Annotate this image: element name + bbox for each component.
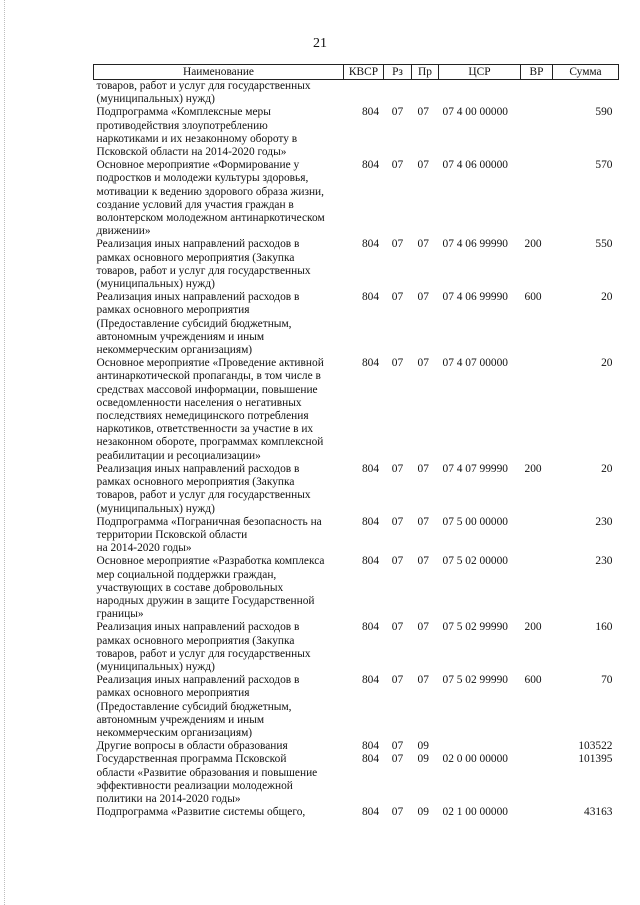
table-body — [94, 80, 619, 820]
row-kvsr: 804 — [361, 621, 380, 634]
row-name-line: народных дружин в защите Государственной — [96, 594, 315, 607]
row-kvsr: 804 — [361, 462, 380, 475]
row-name-line: средствах массовой информации, повышение — [96, 383, 318, 396]
row-sum: 590 — [595, 106, 613, 119]
row-vr — [521, 80, 553, 107]
row-csr: 07 4 06 00000 — [442, 159, 508, 172]
row-sum: 103522 — [578, 740, 613, 753]
header-row — [94, 65, 619, 80]
row-name-line: (муниципальных) нужд) — [96, 278, 215, 291]
row-name — [94, 106, 344, 159]
row-rz: 07 — [391, 806, 404, 819]
row-vr: 600 — [524, 291, 542, 304]
row-name-line: Государственная программа Псковской — [96, 753, 287, 766]
row-rz — [384, 80, 412, 107]
row-name-line: наркотиками и их незаконному обороту в — [96, 132, 298, 145]
row-name-line: некоммерческим организациям) — [96, 344, 253, 357]
row-name-line: (муниципальных) нужд) — [96, 93, 215, 106]
row-name-line: области «Развитие образования и повышение — [96, 766, 318, 779]
row-pr: 09 — [417, 753, 429, 766]
row-sum: 570 — [595, 159, 613, 172]
row-kvsr: 804 — [361, 159, 380, 172]
table-row — [94, 159, 619, 238]
budget-table — [93, 64, 619, 819]
row-vr: 200 — [524, 621, 542, 634]
row-name — [94, 516, 344, 556]
row-name-line: товаров, работ и услуг для государственных — [96, 489, 311, 502]
row-kvsr: 804 — [361, 106, 380, 119]
table-row — [94, 238, 619, 291]
row-name-line: товаров, работ и услуг для государственных — [96, 80, 311, 92]
row-vr — [521, 106, 553, 159]
row-sum: 20 — [601, 291, 613, 304]
row-name — [94, 674, 344, 740]
row-vr — [521, 516, 553, 556]
row-vr — [521, 555, 553, 621]
row-name-line: рамках основного мероприятия (Закупка — [96, 251, 295, 264]
row-name-line: автономным учреждениям и иным — [96, 713, 265, 726]
row-sum: 20 — [601, 357, 613, 370]
row-kvsr: 804 — [361, 357, 380, 370]
row-name-line: Подпрограмма «Комплексные меры — [96, 106, 271, 119]
row-csr — [439, 80, 521, 107]
row-name — [94, 357, 344, 463]
row-name-line: территории Псковской области — [96, 528, 248, 541]
row-csr: 02 1 00 00000 — [442, 806, 508, 819]
row-rz: 07 — [391, 106, 404, 119]
table-row — [94, 516, 619, 556]
row-name-line: волонтерском молодежном антинаркотическом — [96, 212, 325, 225]
row-name-line: политики на 2014-2020 годы» — [96, 792, 241, 805]
row-name-line: наркотиков, ответственности за участие в их — [96, 423, 314, 436]
row-name-line: границы» — [96, 608, 144, 621]
row-name-line: рамках основного мероприятия (Закупка — [96, 634, 295, 647]
row-name-line: противодействия злоупотреблению — [96, 119, 268, 132]
row-name — [94, 80, 344, 107]
row-sum: 43163 — [584, 806, 613, 819]
row-csr: 07 4 07 99990 — [442, 462, 508, 475]
row-name — [94, 555, 344, 621]
row-name-line: Реализация иных направлений расходов в — [96, 674, 300, 687]
row-name-line: на 2014-2020 годы» — [96, 542, 192, 555]
row-rz: 07 — [391, 753, 404, 766]
row-kvsr: 804 — [361, 291, 380, 304]
row-pr: 07 — [417, 555, 429, 568]
row-name — [94, 291, 344, 357]
table-header — [94, 65, 619, 80]
row-kvsr: 804 — [361, 555, 380, 568]
row-vr: 600 — [524, 674, 542, 687]
row-name — [94, 238, 344, 291]
row-kvsr: 804 — [361, 238, 380, 251]
row-rz: 07 — [391, 462, 404, 475]
row-sum: 70 — [601, 674, 613, 687]
row-name-line: создание условий для участия граждан в — [96, 198, 294, 211]
table-row — [94, 740, 619, 753]
table-row — [94, 357, 619, 463]
row-sum: 550 — [595, 238, 613, 251]
header-sum: Сумма — [553, 65, 619, 80]
row-vr: 200 — [524, 238, 542, 251]
row-vr — [521, 357, 553, 463]
row-csr: 07 4 06 99990 — [442, 291, 508, 304]
row-csr — [439, 740, 521, 753]
row-name — [94, 463, 344, 516]
row-name-line: эффективности реализации молодежной — [96, 779, 293, 792]
row-name-line: антинаркотической пропаганды, в том числе в — [96, 370, 321, 383]
row-kvsr: 804 — [361, 806, 380, 819]
row-name-line: Подпрограмма «Развитие системы общего, — [96, 806, 306, 819]
row-name-line: рамках основного мероприятия (Закупка — [96, 476, 295, 489]
row-name-line: Псковской области на 2014-2020 годы» — [96, 146, 287, 159]
header-pr: Пр — [412, 65, 439, 80]
header-kvsr: КВСР — [344, 65, 384, 80]
header-rz: Рз — [384, 65, 412, 80]
row-name-line: рамках основного мероприятия — [96, 687, 250, 700]
row-name-line: Реализация иных направлений расходов в — [96, 621, 300, 634]
row-name — [94, 740, 344, 753]
row-name-line: реабилитации и ресоциализации» — [96, 449, 261, 462]
table-row — [94, 806, 619, 819]
row-rz: 07 — [391, 740, 404, 753]
row-pr: 07 — [417, 674, 429, 687]
page-edge-line — [4, 0, 5, 905]
table-row — [94, 291, 619, 357]
row-name-line: осведомленности населения о негативных — [96, 396, 302, 409]
row-vr — [521, 806, 553, 819]
row-rz: 07 — [391, 159, 404, 172]
row-name-line: Основное мероприятие «Разработка комплекса — [96, 555, 325, 568]
row-pr: 07 — [417, 357, 429, 370]
row-rz: 07 — [391, 291, 404, 304]
row-pr: 07 — [417, 159, 429, 172]
row-kvsr: 804 — [361, 515, 380, 528]
row-vr — [521, 159, 553, 238]
row-vr — [521, 740, 553, 753]
row-kvsr: 804 — [361, 674, 380, 687]
row-name-line: мер социальной поддержки граждан, — [96, 568, 277, 581]
row-name — [94, 753, 344, 806]
header-vr: ВР — [521, 65, 553, 80]
row-sum: 20 — [601, 462, 613, 475]
table-row — [94, 621, 619, 674]
row-csr: 07 4 00 00000 — [442, 106, 508, 119]
row-pr: 07 — [417, 515, 429, 528]
row-name-line: незаконном обороте, программах комплексной — [96, 436, 324, 449]
row-sum: 230 — [595, 555, 613, 568]
row-rz: 07 — [391, 238, 404, 251]
row-csr: 07 5 02 00000 — [442, 555, 508, 568]
row-csr: 07 4 06 99990 — [442, 238, 508, 251]
row-pr: 07 — [417, 106, 429, 119]
table-row — [94, 106, 619, 159]
row-kvsr: 804 — [361, 753, 380, 766]
row-csr: 07 4 07 00000 — [442, 357, 508, 370]
row-name-line: (муниципальных) нужд) — [96, 660, 215, 673]
row-name-line: (Предоставление субсидий бюджетным, — [96, 317, 292, 330]
row-name-line: Другие вопросы в области образования — [96, 740, 288, 753]
row-rz: 07 — [391, 674, 404, 687]
row-sum: 160 — [595, 621, 613, 634]
row-name-line: (Предоставление субсидий бюджетным, — [96, 700, 292, 713]
row-name-line: мотивации к ведению здорового образа жизни, — [96, 185, 324, 198]
row-name-line: Основное мероприятие «Формирование у — [96, 159, 300, 172]
row-name-line: последствиях немедицинского потребления — [96, 410, 309, 423]
row-csr: 07 5 02 99990 — [442, 621, 508, 634]
row-name-line: Реализация иных направлений расходов в — [96, 238, 300, 251]
page-number: 21 — [313, 36, 327, 51]
row-pr: 07 — [417, 238, 429, 251]
row-csr: 07 5 02 99990 — [442, 674, 508, 687]
row-pr: 07 — [417, 462, 429, 475]
row-sum: 101395 — [578, 753, 613, 766]
row-name-line: движении» — [96, 225, 151, 238]
row-name-line: рамках основного мероприятия — [96, 304, 250, 317]
row-name-line: Основное мероприятие «Проведение активной — [96, 357, 324, 370]
row-name-line: товаров, работ и услуг для государственных — [96, 647, 311, 660]
row-rz: 07 — [391, 621, 404, 634]
row-name-line: (муниципальных) нужд) — [96, 502, 215, 515]
table-row — [94, 463, 619, 516]
table-row — [94, 674, 619, 740]
table-row — [94, 555, 619, 621]
row-name-line: Подпрограмма «Пограничная безопасность на — [96, 515, 322, 528]
row-name-line: некоммерческим организациям) — [96, 726, 253, 739]
row-csr: 07 5 00 00000 — [442, 515, 508, 528]
row-name — [94, 159, 344, 238]
table-row — [94, 80, 619, 107]
row-name-line: Реализация иных направлений расходов в — [96, 291, 300, 304]
row-rz: 07 — [391, 555, 404, 568]
row-sum — [553, 80, 619, 107]
row-pr: 07 — [417, 621, 429, 634]
header-name: Наименование — [94, 65, 344, 80]
row-vr — [521, 753, 553, 806]
row-name-line: товаров, работ и услуг для государственных — [96, 264, 311, 277]
row-pr — [412, 80, 439, 107]
row-name — [94, 621, 344, 674]
row-name-line: Реализация иных направлений расходов в — [96, 462, 300, 475]
row-name-line: подростков и молодежи культуры здоровья, — [96, 172, 309, 185]
row-rz: 07 — [391, 357, 404, 370]
header-csr: ЦСР — [439, 65, 521, 80]
row-pr: 07 — [417, 291, 429, 304]
row-csr: 02 0 00 00000 — [442, 753, 508, 766]
row-sum: 230 — [595, 515, 613, 528]
row-pr: 09 — [417, 806, 429, 819]
row-name — [94, 806, 344, 819]
row-pr: 09 — [417, 740, 429, 753]
row-rz: 07 — [391, 515, 404, 528]
row-kvsr — [344, 80, 384, 107]
row-name-line: автономным учреждениям и иным — [96, 330, 265, 343]
row-name-line: участвующих в составе добровольных — [96, 581, 284, 594]
row-vr: 200 — [524, 462, 542, 475]
table-row — [94, 753, 619, 806]
row-kvsr: 804 — [361, 740, 380, 753]
